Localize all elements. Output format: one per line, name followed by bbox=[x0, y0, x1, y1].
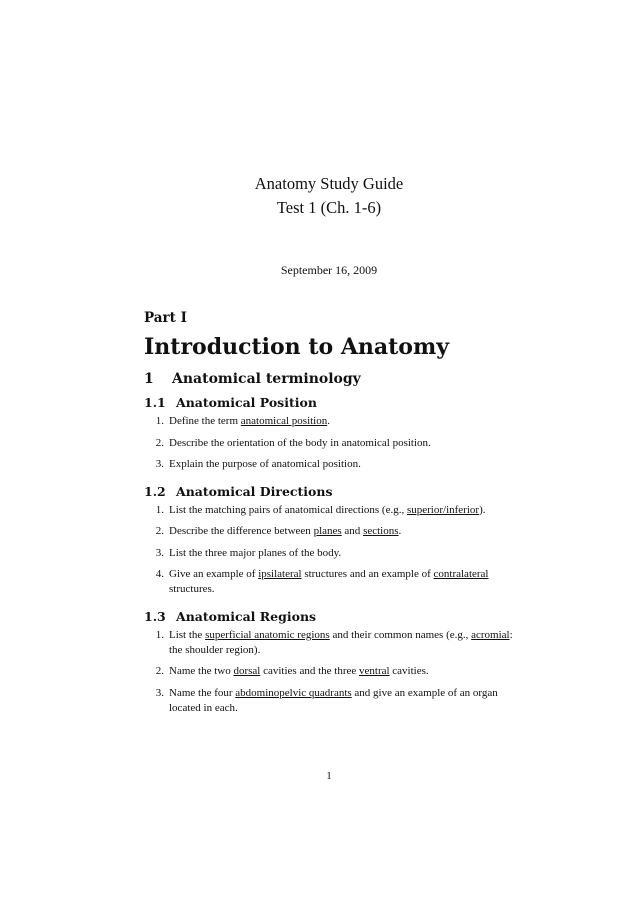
underlined-term: anatomical position bbox=[240, 415, 328, 427]
list-item: 2. Describe the difference between planes and sections. bbox=[155, 525, 402, 537]
underlined-term: ipsilateral bbox=[258, 568, 302, 580]
subsection-title: Anatomical Position bbox=[176, 395, 317, 410]
subsection-number: 1.2 bbox=[144, 483, 166, 499]
page-number: 1 bbox=[326, 770, 332, 782]
subsection-title: Anatomical Directions bbox=[176, 483, 333, 499]
underlined-term: dorsal bbox=[233, 665, 261, 677]
part-title: Introduction to Anatomy bbox=[144, 334, 450, 360]
doc-subtitle: Test 1 (Ch. 1-6) bbox=[276, 198, 382, 217]
subsection-heading bbox=[144, 394, 514, 414]
list-item: 1. List the superficial anatomic regions and their common names (e.g., acromial: the shoulder region). bbox=[155, 628, 513, 656]
title-block bbox=[0, 172, 638, 220]
underlined-term: planes bbox=[313, 525, 342, 537]
list-item: 3. Explain the purpose of anatomical position. bbox=[155, 458, 361, 470]
list-item: 3. Name the four abdominopelvic quadrants and give an example of an organ located in each. bbox=[155, 686, 498, 714]
list-item: 1. List the matching pairs of anatomical directions (e.g., superior/inferior). bbox=[155, 503, 486, 516]
underlined-term: ventral bbox=[359, 665, 390, 677]
list-item: 1. Define the term anatomical position. bbox=[155, 415, 330, 427]
question-list bbox=[144, 414, 514, 472]
doc-body bbox=[144, 310, 514, 722]
doc-title: Anatomy Study Guide bbox=[254, 174, 404, 193]
list-item: 2. Describe the orientation of the body in anatomical position. bbox=[155, 436, 431, 449]
subsection-number: 1.3 bbox=[144, 608, 166, 624]
subsection-heading bbox=[144, 608, 514, 628]
subsection-heading bbox=[144, 483, 514, 503]
subsection-title: Anatomical Regions bbox=[176, 608, 317, 624]
underlined-term: abdominopelvic quadrants bbox=[235, 686, 352, 699]
underlined-term: sections bbox=[363, 525, 399, 537]
underlined-term: superficial anatomic regions bbox=[205, 628, 330, 641]
list-item: 4. Give an example of ipsilateral structures and an example of contralateral structures. bbox=[155, 568, 489, 595]
section-number: 1 bbox=[144, 371, 154, 387]
underlined-term: contralateral bbox=[433, 568, 489, 580]
section-heading bbox=[144, 368, 514, 394]
question-list bbox=[144, 628, 514, 716]
question-list bbox=[144, 503, 514, 598]
part-label: Part I bbox=[144, 310, 187, 326]
list-item: 2. Name the two dorsal cavities and the three ventral cavities. bbox=[155, 665, 429, 677]
subsection-number: 1.1 bbox=[144, 395, 166, 410]
list-item: 3. List the three major planes of the body. bbox=[155, 546, 342, 559]
doc-date: September 16, 2009 bbox=[280, 263, 378, 277]
underlined-term: acromial bbox=[471, 628, 510, 641]
underlined-term: superior/inferior bbox=[406, 503, 480, 516]
section-title: Anatomical terminology bbox=[172, 371, 361, 387]
